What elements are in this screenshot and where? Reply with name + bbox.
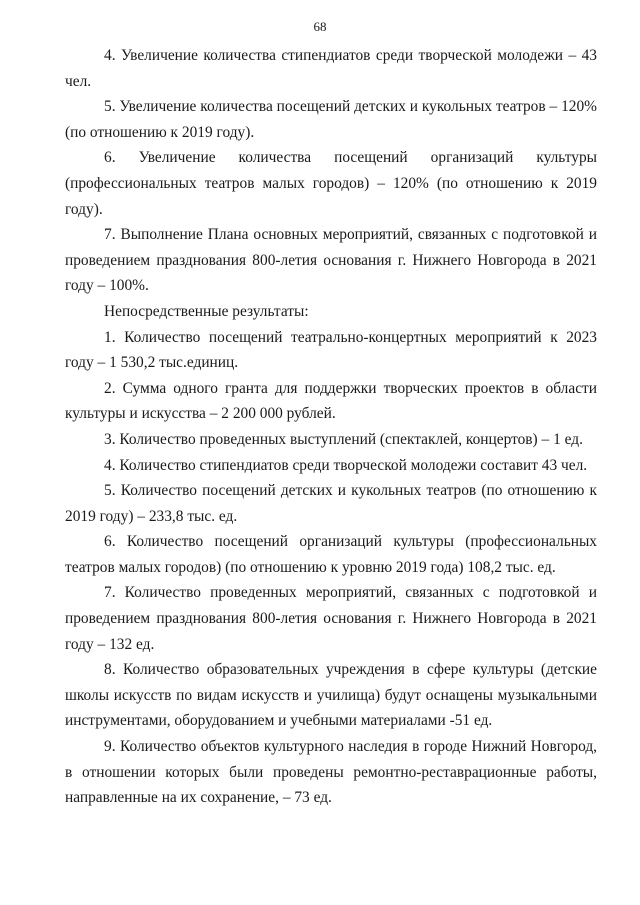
- paragraph-result-2-grant-amount: 2. Сумма одного гранта для поддержки творческих проектов в области культуры и искусства – 2 200 000 рублей.: [65, 379, 597, 423]
- paragraph-result-3-performances: 3. Количество проведенных выступлений (спектаклей, концертов) – 1 ед.: [104, 430, 583, 448]
- paragraph-result-4-scholarship-recipients: 4. Количество стипендиатов среди творческой молодежи составит 43 чел.: [104, 456, 588, 474]
- paragraph-result-8-equipped-schools: 8. Количество образовательных учреждения в сфере культуры (детские школы искусств по видам искусств и училища) будут оснащены музыкальными инструментами, оборудованием и учебными материалами -51 ед.: [65, 661, 597, 730]
- paragraph-target-7-anniversary-plan: 7. Выполнение Плана основных мероприятий, связанных с подготовкой и проведением празднования 800-летия основания г. Нижнего Новгорода в 2021 году – 100%.: [65, 226, 597, 295]
- paragraph-target-4-scholarship-recipients: 4. Увеличение количества стипендиатов среди творческой молодежи – 43 чел.: [65, 47, 597, 90]
- paragraph-result-6-culture-org-visits: 6. Количество посещений организаций культуры (профессиональных театров малых городов) (по отношению к уровню 2019 года) 108,2 тыс. ед.: [65, 533, 597, 576]
- page-number: 68: [313, 19, 327, 34]
- paragraph-result-5-puppet-theatre-visits: 5. Количество посещений детских и кукольных театров (по отношению к 2019 году) – 233,8 тыс. ед.: [65, 482, 597, 525]
- paragraph-result-1-concert-visits: 1. Количество посещений театрально-концертных мероприятий к 2023 году – 1 530,2 тыс.единиц.: [65, 328, 597, 372]
- paragraph-target-6-culture-org-visits: 6. Увеличение количества посещений организаций культуры (профессиональных театров малых городов) – 120% (по отношению к 2019 году).: [65, 149, 597, 218]
- section-heading-direct-results: Непосредственные результаты:: [104, 302, 309, 320]
- paragraph-result-7-anniversary-events: 7. Количество проведенных мероприятий, связанных с подготовкой и проведением празднования 800-летия основания г. Нижнего Новгорода в 2021 году – 132 ед.: [65, 584, 597, 653]
- document-body: [65, 43, 597, 811]
- paragraph-target-5-puppet-theatre-visits: 5. Увеличение количества посещений детских и кукольных театров – 120% (по отношению к 2019 году).: [65, 98, 597, 141]
- paragraph-result-9-heritage-objects: 9. Количество объектов культурного наследия в городе Нижний Новгород, в отношении которых были проведены ремонтно-реставрационные работы, направленные на их сохранение, – 73 ед.: [65, 738, 597, 807]
